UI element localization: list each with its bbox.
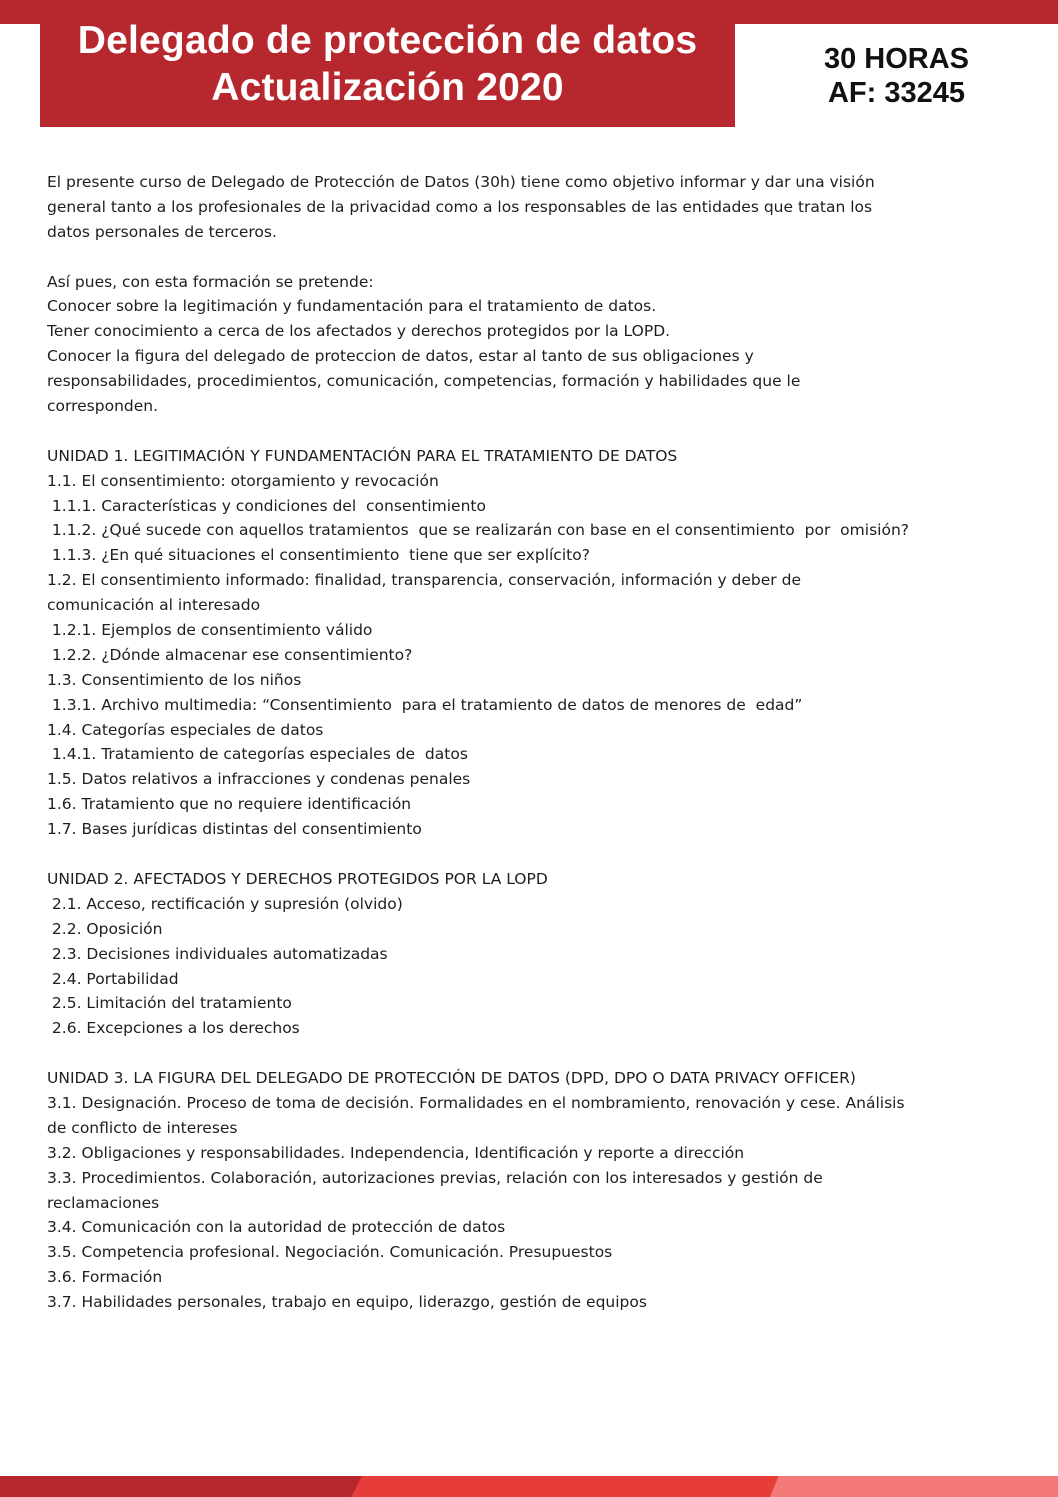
unit-item: 2.6. Excepciones a los derechos — [47, 1019, 300, 1038]
paragraph-spacer — [47, 419, 1017, 444]
course-hours: 30 HORAS — [823, 42, 970, 75]
unit-item: 2.1. Acceso, rectificación y supresión (olvido) — [47, 894, 403, 913]
text-line: general tanto a los profesionales de la privacidad como a los responsables de las entidades que tratan los — [47, 197, 873, 216]
text-line: El presente curso de Delegado de Protección de Datos (30h) tiene como objetivo informar y dar una visión — [47, 173, 875, 191]
unit-item: 1.3.1. Archivo multimedia: “Consentimiento para el tratamiento de datos de menores de edad” — [47, 695, 803, 714]
text-line: datos personales de terceros. — [47, 222, 277, 241]
course-content — [47, 170, 1017, 1315]
unit-3-section — [47, 1066, 1017, 1315]
unit-item: 3.5. Competencia profesional. Negociación. Comunicación. Presupuestos — [47, 1243, 613, 1262]
unit-item: 3.7. Habilidades personales, trabajo en equipo, liderazgo, gestión de equipos — [47, 1293, 647, 1312]
course-info-box — [735, 24, 1058, 127]
unit-item: 1.1.1. Características y condiciones del consentimiento — [47, 496, 486, 515]
footer-bar-light-segment — [770, 1476, 1058, 1497]
footer-bar-dark-segment — [0, 1476, 362, 1497]
unit-item: reclamaciones — [47, 1193, 160, 1212]
unit-item: 1.4.1. Tratamiento de categorías especiales de datos — [47, 745, 468, 764]
unit-item: 1.1.2. ¿Qué sucede con aquellos tratamientos que se realizarán con base en el consentimiento por omisión? — [47, 521, 909, 540]
objectives-paragraph — [47, 270, 1017, 419]
unit-heading: UNIDAD 1. LEGITIMACIÓN Y FUNDAMENTACIÓN PARA EL TRATAMIENTO DE DATOS — [47, 446, 678, 465]
unit-item: 3.2. Obligaciones y responsabilidades. Independencia, Identificación y reporte a dirección — [47, 1143, 745, 1162]
text-line: Conocer la figura del delegado de proteccion de datos, estar al tanto de sus obligaciones y — [47, 347, 754, 366]
unit-item: 2.3. Decisiones individuales automatizadas — [47, 944, 388, 963]
unit-item: de conflicto de intereses — [47, 1118, 238, 1137]
unit-heading: UNIDAD 3. LA FIGURA DEL DELEGADO DE PROTECCIÓN DE DATOS (DPD, DPO O DATA PRIVACY OFFICER) — [47, 1069, 856, 1088]
unit-2-section — [47, 867, 1017, 1041]
unit-item: 3.3. Procedimientos. Colaboración, autorizaciones previas, relación con los interesados y gestión de — [47, 1168, 823, 1187]
unit-item: 2.5. Limitación del tratamiento — [47, 994, 292, 1013]
unit-item: 1.2.1. Ejemplos de consentimiento válido — [47, 621, 373, 640]
unit-item: 1.1.3. ¿En qué situaciones el consentimiento tiene que ser explícito? — [47, 546, 590, 565]
unit-item: 3.6. Formación — [47, 1268, 163, 1287]
unit-item: 1.1. El consentimiento: otorgamiento y revocación — [47, 471, 439, 490]
course-af-code: AF: 33245 — [827, 76, 965, 109]
unit-1-section — [47, 444, 1017, 842]
paragraph-spacer — [47, 842, 1017, 867]
title-banner — [40, 0, 735, 127]
unit-item: 1.2. El consentimiento informado: finalidad, transparencia, conservación, información y deber de — [47, 571, 801, 590]
unit-item: 1.2.2. ¿Dónde almacenar ese consentimiento? — [47, 645, 413, 664]
text-line: responsabilidades, procedimientos, comunicación, competencias, formación y habilidades que le — [47, 372, 801, 391]
text-line: Conocer sobre la legitimación y fundamentación para el tratamiento de datos. — [47, 297, 657, 316]
paragraph-spacer — [47, 1041, 1017, 1066]
unit-item: 3.1. Designación. Proceso de toma de decisión. Formalidades en el nombramiento, renovación y cese. Análisis — [47, 1093, 905, 1112]
unit-item: 1.7. Bases jurídicas distintas del consentimiento — [47, 820, 422, 839]
unit-item: 1.6. Tratamiento que no requiere identificación — [47, 795, 412, 814]
unit-item: comunicación al interesado — [47, 596, 261, 615]
unit-item: 2.2. Oposición — [47, 919, 163, 938]
paragraph-spacer — [47, 245, 1017, 270]
intro-paragraph — [47, 170, 1017, 245]
text-line: corresponden. — [47, 397, 159, 416]
unit-item: 2.4. Portabilidad — [47, 969, 179, 988]
unit-item: 1.5. Datos relativos a infracciones y condenas penales — [47, 770, 471, 789]
text-line: Tener conocimiento a cerca de los afectados y derechos protegidos por la LOPD. — [47, 322, 671, 341]
text-line: Así pues, con esta formación se pretende: — [47, 272, 374, 291]
unit-heading: UNIDAD 2. AFECTADOS Y DERECHOS PROTEGIDOS POR LA LOPD — [47, 869, 548, 888]
unit-item: 1.3. Consentimiento de los niños — [47, 670, 302, 689]
unit-item: 3.4. Comunicación con la autoridad de protección de datos — [47, 1218, 506, 1237]
page-title: Delegado de protección de datos Actualización 2020 — [77, 18, 698, 109]
unit-item: 1.4. Categorías especiales de datos — [47, 720, 324, 739]
